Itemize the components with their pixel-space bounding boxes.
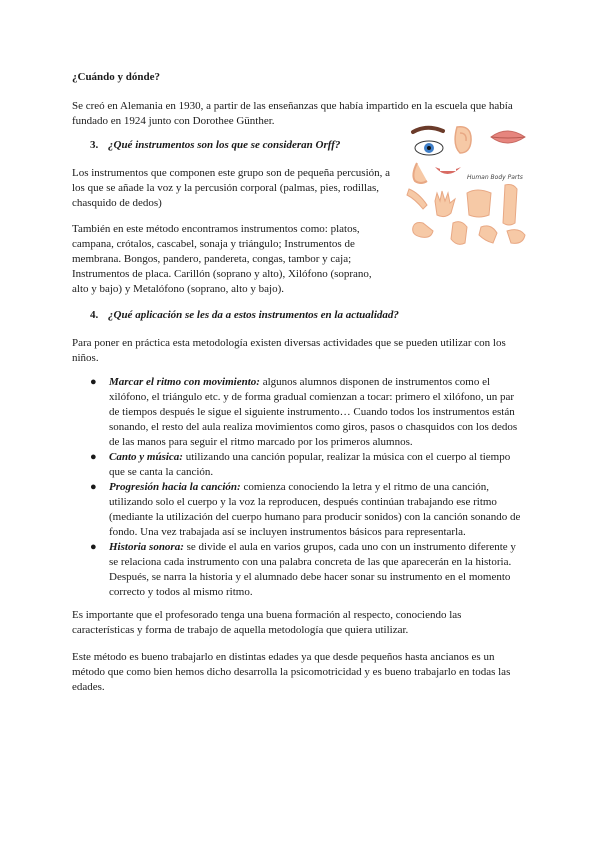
item-text: utilizando una canción popular, realizar la música con el cuerpo al tiempo que se canta la canción. [109, 451, 511, 478]
item-term: Historia sonora: [109, 541, 184, 553]
paragraph-when-where: Se creó en Alemania en 1930, a partir de las enseñanzas que había impartido en la escuela que había fundado en 1924 junto con Dorothee Günther. [72, 100, 513, 127]
item-text: se divide el aula en varios grupos, cada uno con un instrumento diferente y se relaciona cada instrumento con una palabra concreta de las que aparecerán en la historia. Después, se narra la historia y el alumnado debe hacer sonar su instrumento en el momento correcto y todos al mismo ritmo. [109, 541, 516, 598]
lips-shape [491, 131, 525, 143]
paragraph-orff-instruments: Los instrumentos que componen este grupo son de pequeña percusión, a los que se añade la voz y la percusión corporal (palmas, pies, rodillas, chasquido de dedos) [72, 167, 391, 209]
eye-pupil [427, 146, 431, 150]
list-item [90, 450, 526, 480]
bullet-icon: ● [90, 376, 97, 388]
bullet-icon: ● [90, 541, 97, 553]
item-text: comienza conociendo la letra y el ritmo de una canción, utilizando solo el cuerpo y la voz la reproducen, después continúan trabajando ese ritmo (mediante la utilización del cuerpo humano para producir sonidos) con la canción sonando de fondo. Una vez trabajada así se incluyen instrumentos básicos para representarla. [109, 481, 521, 538]
body-parts-illustration [405, 123, 532, 249]
paragraph-instrument-list: También en este método encontramos instrumentos como: platos, campana, crótalos, cascabel, sonaja y triángulo; Instrumentos de membrana. Bongos, pandero, pandereta, congas, tambor y caja; Instrumentos de placa. Carillón (soprano y alto), Xilófono (soprano, alto y bajo) y Metalófono (soprano, alto y bajo). [72, 223, 372, 295]
bullet-icon: ● [90, 451, 97, 463]
item-term: Marcar el ritmo con movimiento: [109, 376, 260, 388]
bullet-icon: ● [90, 481, 97, 493]
ear-shape [455, 127, 471, 153]
section-4-heading: ¿Qué aplicación se les da a estos instrumentos en la actualidad? [108, 309, 399, 321]
foot-shape [413, 223, 433, 238]
list-item [90, 540, 526, 600]
item-text: algunos alumnos disponen de instrumentos como el xilófono, el triángulo etc. y de forma gradual comienzan a tocar: primero el xilófono, un par de tiempos después le sigue el siguiente instrumento… Cuando todos los instrumentos están sonando, el resto del aula realiza movimientos como giros, pasos o chasquidos con los dedos de las manos para seguir el ritmo marcado por los primeros alumnos. [109, 376, 518, 448]
eyebrow-shape [413, 128, 443, 132]
nose-shape [413, 163, 427, 183]
paragraph-teacher-training: Es importante que el profesorado tenga una buena formación al respecto, conociendo las características y forma de trabajo de aquella metodología que quiera utilizar. [72, 609, 462, 636]
list-item [90, 375, 526, 450]
elbow-shape [479, 226, 497, 243]
hand-shape [435, 191, 455, 217]
item-term: Canto y música: [109, 451, 183, 463]
paragraph-activities-intro: Para poner en práctica esta metodología existen diversas actividades que se pueden utilizar con los niños. [72, 337, 506, 364]
knee-shape [451, 222, 467, 245]
heading-when-where: ¿Cuándo y dónde? [72, 71, 161, 83]
item-term: Progresión hacia la canción: [109, 481, 241, 493]
section-4-number: 4. [90, 309, 99, 321]
human-body-parts-image [405, 123, 532, 249]
illustration-label: Human Body Parts [467, 174, 523, 181]
heel-shape [507, 230, 525, 244]
arm-shape [407, 189, 427, 209]
paragraph-all-ages: Este método es bueno trabajarlo en distintas edades ya que desde pequeños hasta ancianos es un método que como bien hemos dicho desarrolla la psicomotricidad y es bueno trabajarlo en todas las edades. [72, 651, 511, 693]
section-3-number: 3. [90, 139, 99, 151]
section-3-heading: ¿Qué instrumentos son los que se consideran Orff? [108, 139, 341, 151]
torso-shape [467, 190, 491, 217]
activities-list [90, 375, 526, 600]
list-item [90, 480, 526, 540]
leg-shape [503, 185, 517, 226]
